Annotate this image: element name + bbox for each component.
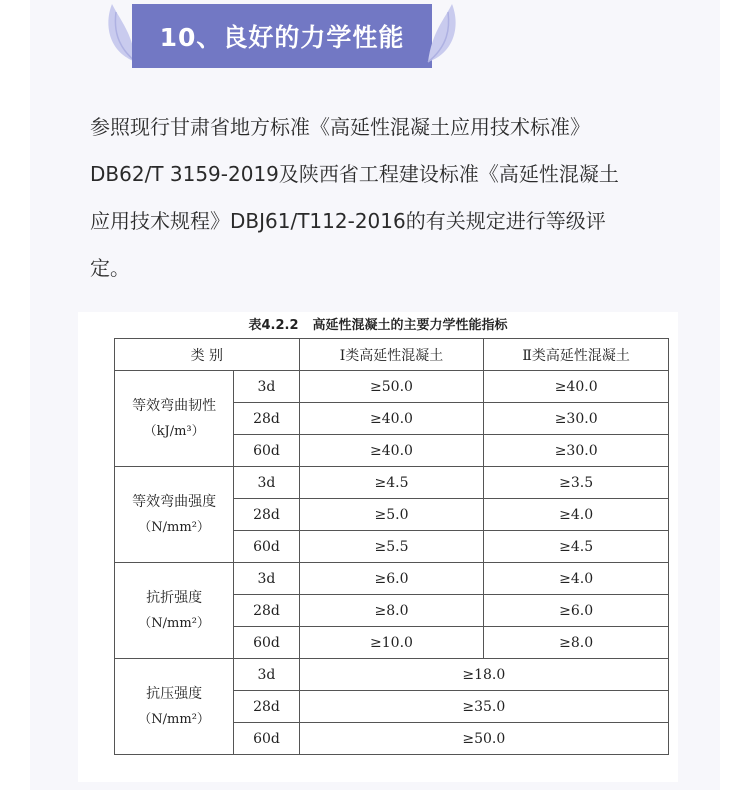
category-cell [115, 659, 234, 755]
table-number: 表4.2.2 [248, 318, 299, 333]
type2-value: ≥6.0 [484, 595, 669, 627]
table-title: 高延性混凝土的主要力学性能指标 [312, 318, 508, 333]
age-cell: 28d [234, 691, 299, 723]
age-cell: 28d [234, 595, 299, 627]
age-cell: 3d [234, 371, 299, 403]
type1-value: ≥50.0 [299, 371, 484, 403]
category-unit: （N/mm²） [138, 711, 210, 727]
category-name: 等效弯曲强度 [132, 493, 217, 510]
category-name: 抗折强度 [146, 589, 203, 606]
page [30, 0, 720, 790]
intro-paragraph [90, 104, 690, 292]
type1-value: ≥4.5 [299, 467, 484, 499]
type2-value: ≥40.0 [484, 371, 669, 403]
type1-value: ≥8.0 [299, 595, 484, 627]
age-cell: 3d [234, 659, 299, 691]
table-row [115, 371, 669, 403]
intro-line: DB62/T 3159-2019及陕西省工程建设标准《高延性混凝土 [90, 162, 619, 186]
type1-value: ≥10.0 [299, 627, 484, 659]
header-type2: Ⅱ类高延性混凝土 [484, 339, 669, 371]
intro-line: 参照现行甘肃省地方标准《高延性混凝土应用技术标准》 [90, 115, 590, 139]
category-cell [115, 563, 234, 659]
section-header [102, 0, 462, 70]
age-cell: 60d [234, 435, 299, 467]
type2-value: ≥4.5 [484, 531, 669, 563]
table-header-row [115, 339, 669, 371]
table-row [115, 659, 669, 691]
spec-table-figure [78, 312, 678, 782]
right-leaf-icon [422, 2, 462, 66]
category-unit: （N/mm²） [138, 615, 210, 631]
shared-value: ≥35.0 [299, 691, 668, 723]
header-type1: Ⅰ类高延性混凝土 [299, 339, 484, 371]
age-cell: 28d [234, 499, 299, 531]
type1-value: ≥6.0 [299, 563, 484, 595]
header-category: 类 别 [115, 339, 300, 371]
type2-value: ≥8.0 [484, 627, 669, 659]
age-cell: 60d [234, 723, 299, 755]
type2-value: ≥4.0 [484, 563, 669, 595]
category-cell [115, 467, 234, 563]
type2-value: ≥30.0 [484, 403, 669, 435]
mechanical-properties-table [114, 338, 669, 755]
age-cell: 28d [234, 403, 299, 435]
type1-value: ≥40.0 [299, 403, 484, 435]
category-name: 等效弯曲韧性 [132, 397, 217, 414]
type1-value: ≥40.0 [299, 435, 484, 467]
intro-line: 定。 [90, 256, 130, 280]
section-title: 10、良好的力学性能 [132, 4, 432, 68]
age-cell: 3d [234, 563, 299, 595]
type1-value: ≥5.0 [299, 499, 484, 531]
shared-value: ≥18.0 [299, 659, 668, 691]
category-unit: （kJ/m³） [143, 423, 205, 439]
table-row [115, 563, 669, 595]
category-unit: （N/mm²） [138, 519, 210, 535]
type1-value: ≥5.5 [299, 531, 484, 563]
intro-line: 应用技术规程》DBJ61/T112-2016的有关规定进行等级评 [90, 209, 606, 233]
category-name: 抗压强度 [146, 685, 203, 702]
table-caption [78, 314, 678, 333]
type2-value: ≥30.0 [484, 435, 669, 467]
shared-value: ≥50.0 [299, 723, 668, 755]
age-cell: 3d [234, 467, 299, 499]
age-cell: 60d [234, 627, 299, 659]
type2-value: ≥3.5 [484, 467, 669, 499]
age-cell: 60d [234, 531, 299, 563]
type2-value: ≥4.0 [484, 499, 669, 531]
table-row [115, 467, 669, 499]
category-cell [115, 371, 234, 467]
